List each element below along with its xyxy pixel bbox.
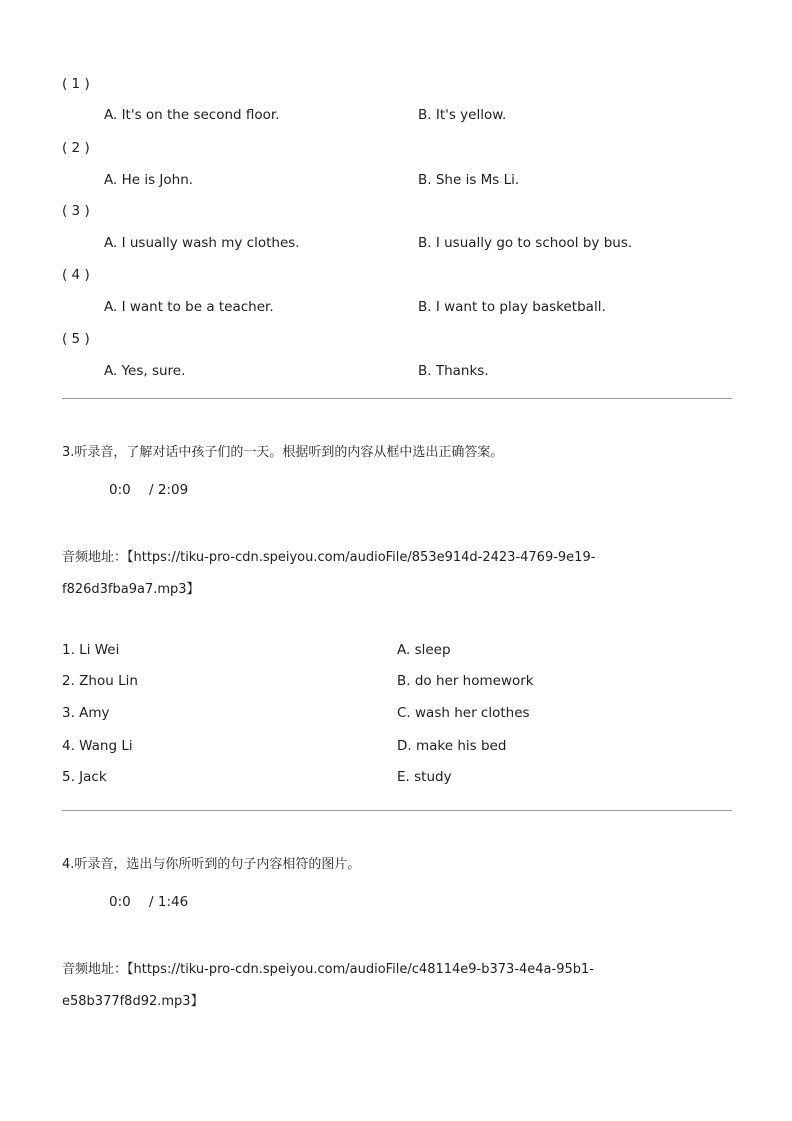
option-a: A. I want to be a teacher. bbox=[104, 299, 274, 315]
section-divider bbox=[62, 398, 732, 399]
question-number: ( 4 ) bbox=[62, 267, 90, 283]
option-b: B. I want to play basketball. bbox=[418, 299, 606, 315]
audio-duration: / 2:09 bbox=[149, 482, 189, 498]
match-person: 1. Li Wei bbox=[62, 642, 120, 658]
audio-url-continued: e58b377f8d92.mp3】 bbox=[62, 994, 204, 1009]
audio-current-time: 0:0 bbox=[109, 482, 131, 498]
option-a: A. Yes, sure. bbox=[104, 363, 186, 379]
section-divider bbox=[62, 810, 732, 811]
match-person: 5. Jack bbox=[62, 769, 107, 785]
option-b: B. Thanks. bbox=[418, 363, 489, 379]
option-a: A. It's on the second floor. bbox=[104, 107, 280, 123]
option-b: B. I usually go to school by bus. bbox=[418, 235, 633, 251]
audio-player[interactable] bbox=[109, 894, 188, 910]
audio-player[interactable] bbox=[109, 482, 188, 498]
match-person: 2. Zhou Lin bbox=[62, 673, 138, 689]
question-prompt: 4.听录音，选出与你所听到的句子内容相符的图片。 bbox=[62, 857, 361, 872]
option-b: B. It's yellow. bbox=[418, 107, 507, 123]
audio-duration: / 1:46 bbox=[149, 894, 189, 910]
match-activity: C. wash her clothes bbox=[397, 705, 530, 721]
question-number: ( 2 ) bbox=[62, 140, 90, 156]
question-prompt: 3.听录音，了解对话中孩子们的一天。根据听到的内容从框中选出正确答案。 bbox=[62, 445, 504, 460]
question-number: ( 5 ) bbox=[62, 331, 90, 347]
question-number: ( 3 ) bbox=[62, 203, 90, 219]
match-activity: E. study bbox=[397, 769, 452, 785]
audio-url-continued: f826d3fba9a7.mp3】 bbox=[62, 582, 200, 597]
option-a: A. He is John. bbox=[104, 172, 194, 188]
match-person: 3. Amy bbox=[62, 705, 110, 721]
match-person: 4. Wang Li bbox=[62, 738, 133, 754]
match-activity: A. sleep bbox=[397, 642, 451, 658]
audio-current-time: 0:0 bbox=[109, 894, 131, 910]
audio-url: 音频地址：【https://tiku-pro-cdn.speiyou.com/audioFile/c48114e9-b373-4e4a-95b1- bbox=[62, 962, 594, 977]
match-activity: D. make his bed bbox=[397, 738, 507, 754]
match-activity: B. do her homework bbox=[397, 673, 534, 689]
option-a: A. I usually wash my clothes. bbox=[104, 235, 300, 251]
question-number: ( 1 ) bbox=[62, 76, 90, 92]
option-b: B. She is Ms Li. bbox=[418, 172, 520, 188]
audio-url: 音频地址：【https://tiku-pro-cdn.speiyou.com/audioFile/853e914d-2423-4769-9e19- bbox=[62, 550, 596, 565]
